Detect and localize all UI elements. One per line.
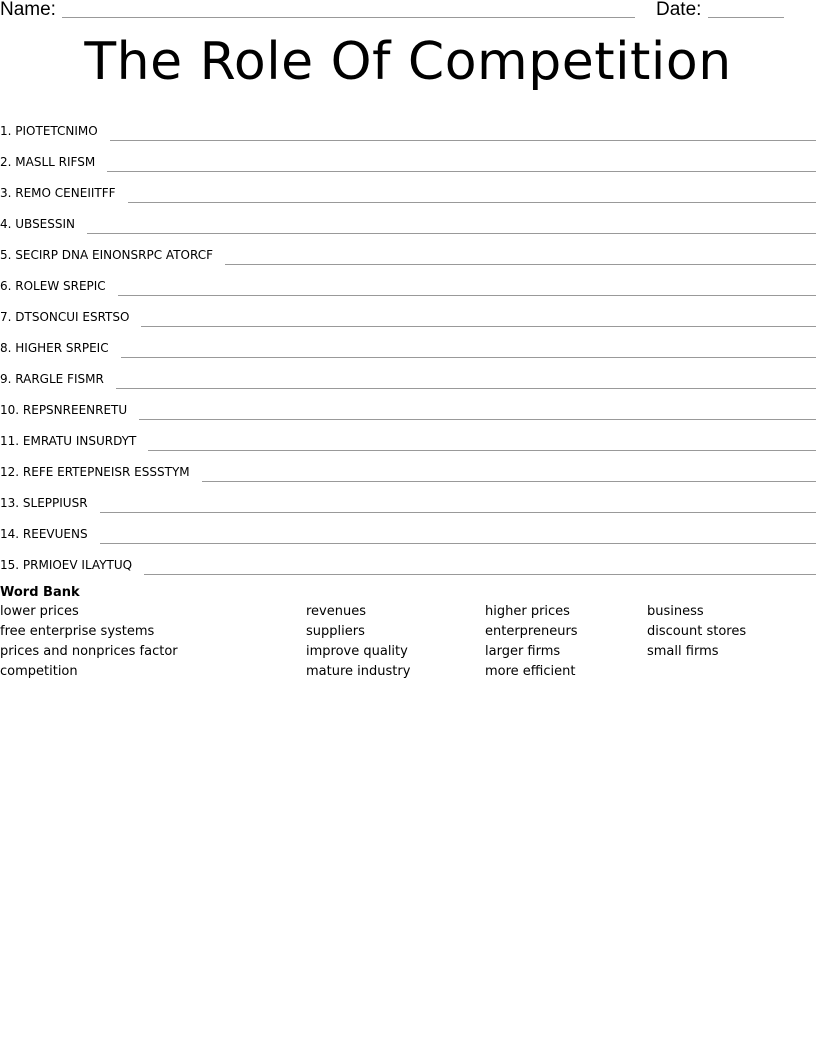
answer-line[interactable] [202,480,816,482]
answer-line[interactable] [118,294,816,296]
question-row [0,421,816,452]
word-bank-item: small firms [647,644,719,659]
scrambled-word: 15. PRMIOEV ILAYTUQ [0,558,133,572]
word-bank-item: lower prices [0,604,79,619]
answer-line[interactable] [87,232,816,234]
answer-line[interactable] [107,170,816,172]
scrambled-word: 9. RARGLE FISMR [0,372,104,386]
word-bank-item: more efficient [485,664,576,679]
answer-line[interactable] [139,418,816,420]
word-bank-column [306,602,410,682]
word-bank-item: enterpreneurs [485,624,578,639]
scrambled-word: 1. PIOTETCNIMO [0,124,98,138]
worksheet-header [0,0,816,22]
question-row [0,452,816,483]
answer-line[interactable] [100,511,816,513]
scrambled-word: 5. SECIRP DNA EINONSRPC ATORCF [0,248,213,262]
word-bank-item: revenues [306,604,366,619]
scrambled-word: 7. DTSONCUI ESRTSO [0,310,130,324]
question-row [0,545,816,576]
word-bank-item: free enterprise systems [0,624,155,639]
scrambled-word: 14. REEVUENS [0,527,88,541]
word-bank-title: Word Bank [0,585,80,600]
answer-line[interactable] [144,573,816,575]
word-bank-item: improve quality [306,644,408,659]
answer-line[interactable] [148,449,816,451]
question-row [0,359,816,390]
date-label: Date: [656,0,702,20]
word-bank-column [485,602,578,682]
answer-line[interactable] [225,263,816,265]
word-bank-item: suppliers [306,624,365,639]
word-bank-item: larger firms [485,644,561,659]
scrambled-word: 2. MASLL RIFSM [0,155,96,169]
question-row [0,390,816,421]
scrambled-word: 11. EMRATU INSURDYT [0,434,137,448]
word-bank-item: discount stores [647,624,747,639]
answer-line[interactable] [110,139,816,141]
word-bank-item: mature industry [306,664,411,679]
word-bank [0,584,816,686]
question-row [0,297,816,328]
word-bank-column [0,602,178,682]
word-bank-item: competition [0,664,78,679]
question-row [0,173,816,204]
question-row [0,204,816,235]
answer-line[interactable] [141,325,816,327]
name-label: Name: [0,0,56,20]
worksheet-title: The Role Of Competition [84,32,732,92]
name-field[interactable] [62,17,635,18]
word-bank-grid [0,602,816,686]
question-row [0,328,816,359]
scrambled-word: 12. REFE ERTEPNEISR ESSSTYM [0,465,190,479]
question-row [0,235,816,266]
word-bank-column [647,602,746,662]
scrambled-word: 3. REMO CENEIITFF [0,186,116,200]
question-row [0,142,816,173]
question-list [0,111,816,576]
scrambled-word: 13. SLEPPIUSR [0,496,88,510]
scrambled-word: 10. REPSNREENRETU [0,403,128,417]
answer-line[interactable] [116,387,816,389]
question-row [0,514,816,545]
scrambled-word: 4. UBSESSIN [0,217,76,231]
word-bank-item: business [647,604,704,619]
question-row [0,111,816,142]
question-row [0,483,816,514]
answer-line[interactable] [121,356,816,358]
scrambled-word: 6. ROLEW SREPIC [0,279,106,293]
word-bank-item: prices and nonprices factor [0,644,178,659]
answer-line[interactable] [128,201,816,203]
date-field[interactable] [708,17,784,18]
scrambled-word: 8. HIGHER SRPEIC [0,341,109,355]
answer-line[interactable] [100,542,816,544]
word-bank-item: higher prices [485,604,570,619]
question-row [0,266,816,297]
